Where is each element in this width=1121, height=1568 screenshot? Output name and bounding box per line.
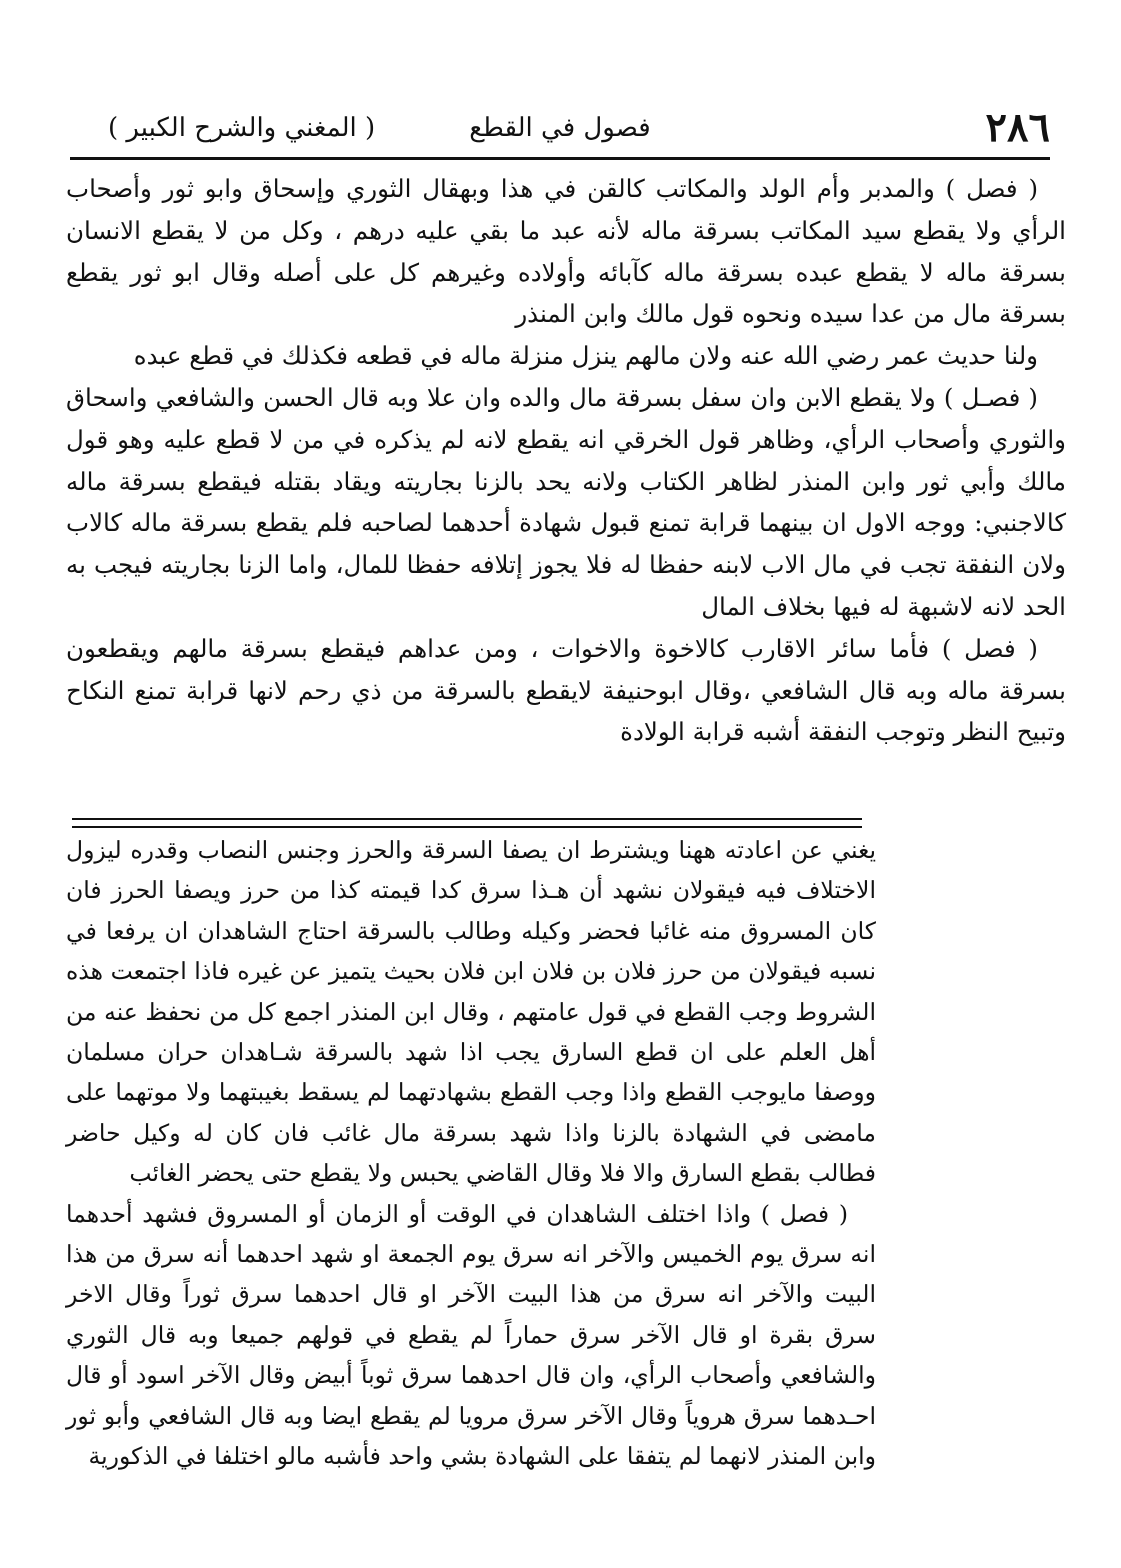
main-paragraph: ولنا حديث عمر رضي الله عنه ولان مالهم ينزل منزلة ماله في قطعه فكذلك في قطع عبده bbox=[133, 341, 1038, 371]
chapter-title: فصول في القطع bbox=[469, 113, 651, 143]
footnote-paragraph: يغني عن اعادته ههنا ويشترط ان يصفا السرقة والحرز وجنس النصاب وقدره ليزول الاختلاف فيه فيقولان نشهد أن هـذا سرق كدا قيمته كذا من حرز ويصفا الحرز فان كان المسروق منه غائبا فحضر وكيله وطالب بالسرقة احتاج الشاهدان ان يرفعا في نسبه فيقولان من حرز فلان بن فلان ابن فلان بحيث يتميز عن غيره فاذا اجتمعت هذه الشروط وجب القطع في قول عامتهم ، وقال ابن المنذر اجمع كل من نحفظ عنه من أهل العلم على ان قطع السارق يجب اذا شهد بالسرقة شـاهدان حران مسلمان ووصفا مايوجب القطع واذا وجب القطع بشهادتهما لم يسقط بغيبتهما ولا موتهما على مامضى في الشهادة بالزنا واذا شهد بسرقة مال غائب فان كان له وكيل حاضر فطالب بقطع السارق والا فلا وقال القاضي يحبس ولا يقطع حتى يحضر الغائب bbox=[66, 836, 876, 1188]
book-title: ( المغني والشرح الكبير ) bbox=[108, 113, 376, 143]
main-paragraph: ( فصـل ) ولا يقطع الابن وان سفل بسرقة مال والده وان علا وبه قال الحسن والشافعي واسحاق والثوري وأصحاب الرأي، وظاهر قول الخرقي انه يقطع لانه لم يذكره في من لا قطع عليه وهو قول مالك وأبي ثور وابن المنذر لظاهر الكتاب ولانه يحد بالزنا بجاريته ويقاد بقتله فيقطع بسرقة ماله كالاجنبي: ووجه الاول ان بينهما قرابة تمنع قبول شهادة أحدهما لصاحبه فلم يقطع بسرقة ماله كالاب ولان النفقة تجب في مال الاب لابنه حفظا له فلا يجوز إتلافه حفظا للمال، واما الزنا بجاريته فيجب به الحد لانه لاشبهة له فيها بخلاف المال bbox=[66, 382, 1066, 621]
main-paragraph: ( فصل ) والمدبر وأم الولد والمكاتب كالقن في هذا وبهقال الثوري وإسحاق وابو ثور وأصحاب الرأي ولا يقطع سيد المكاتب بسرقة ماله لأنه عبد ما بقي عليه درهم ، وكل من لا يقطع الانسان بسرقة ماله لا يقطع عبده بسرقة ماله كآبائه وأولاده وغيرهم كل على أصله وقال ابو ثور يقطع بسرقة مال من عدا سيده ونحوه قول مالك وابن المنذر bbox=[66, 174, 1066, 329]
footnotes bbox=[66, 830, 876, 1477]
header-rule bbox=[70, 157, 1050, 160]
page-number: ٢٨٦ bbox=[985, 104, 1050, 151]
footnote-paragraph: ( فصل ) واذا اختلف الشاهدان في الوقت أو الزمان أو المسروق فشهد أحدهما انه سرق يوم الخميس والآخر انه سرق يوم الجمعة او شهد احدهما أنه سرق من هذا البيت والآخر انه سرق من هذا البيت الآخر او قال احدهما سرق ثوراً وقال الاخر سرق بقرة او قال الآخر سرق حماراً لم يقطع في قولهم جميعا وبه قال الثوري والشافعي وأصحاب الرأي، وان قال احدهما سرق ثوباً أبيض وقال الآخر اسود أو قال احـدهما سرق هروياً وقال الآخر سرق مرويا لم يقطع ايضا وبه قال الشافعي وأبو ثور وابن المنذر لانهما لم يتفقا على الشهادة بشي واحد فأشبه مالو اختلفا في الذكورية bbox=[66, 1199, 876, 1471]
main-paragraph: ( فصل ) فأما سائر الاقارب كالاخوة والاخوات ، ومن عداهم فيقطع بسرقة مالهم ويقطعون بسرقة ماله وبه قال الشافعي ،وقال ابوحنيفة لايقطع بالسرقة من ذي رحم لانها قرابة تمنع النكاح وتبيح النظر وتوجب النفقة أشبه قرابة الولادة bbox=[66, 633, 1066, 747]
page-header bbox=[70, 98, 1050, 158]
main-text bbox=[66, 168, 1066, 753]
footnote-divider bbox=[72, 818, 862, 828]
